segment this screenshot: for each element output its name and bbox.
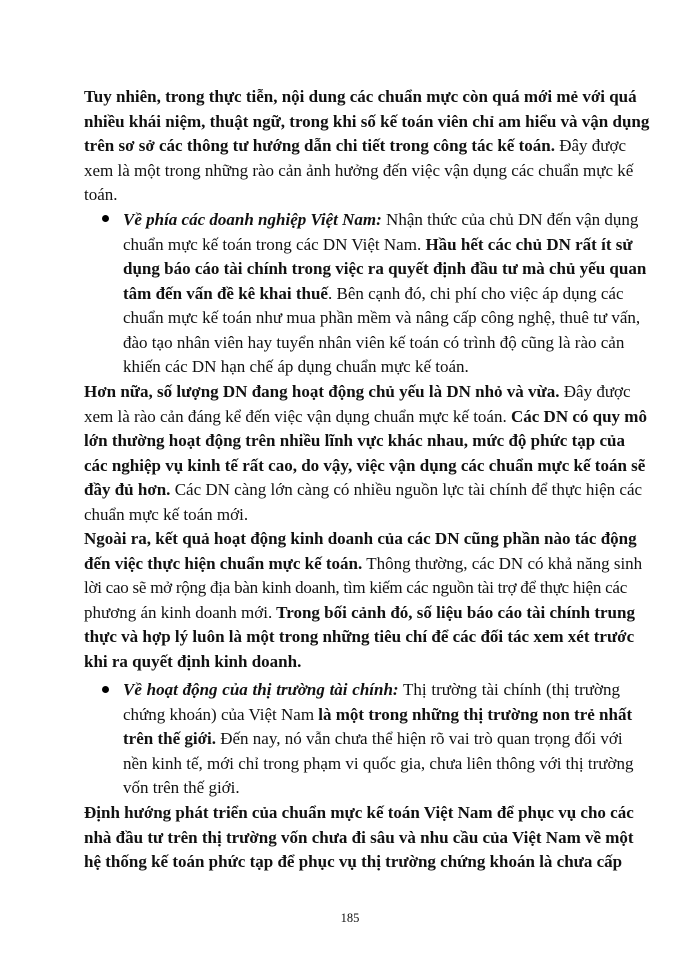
text-line: nhiều khái niệm, thuật ngữ, trong khi số kế toán viên chỉ am hiểu và vận dụng — [84, 111, 650, 131]
text-line: khiến các DN hạn chế áp dụng chuẩn mực kế toán. — [123, 357, 469, 376]
text-span: trên thế giới. — [123, 729, 216, 748]
text-span: trên sơ sở các thông tư hướng dẫn chi tiết trong công tác kế toán. — [84, 136, 555, 155]
text-line: thực và hợp lý luôn là một trong những tiêu chí để các đối tác xem xét trước — [84, 627, 635, 646]
text-line — [84, 134, 627, 159]
text-line — [84, 380, 631, 405]
text-span: chứng khoán) của Việt Nam — [123, 704, 315, 724]
text-span: đầy đủ hơn. — [84, 480, 171, 499]
text-span: đến việc thực hiện chuẩn mực kế toán. — [84, 553, 363, 573]
text-line — [123, 678, 620, 703]
text-line: toán. — [84, 185, 118, 204]
text-line: chuẩn mực kế toán như mua phần mềm và nâng cấp công nghệ, thuê tư vấn, — [123, 308, 641, 327]
text-span: phương án kinh doanh mới. — [84, 602, 273, 622]
text-line: Định hướng phát triển của chuẩn mực kế toán Việt Nam để phục vụ cho các — [84, 803, 634, 822]
text-line: chuẩn mực kế toán mới. — [84, 504, 249, 524]
text-span: Các DN có quy mô — [506, 406, 647, 426]
text-line: đào tạo nhân viên hay tuyển nhân viên kế toán có trình độ cũng là rào cản — [123, 332, 625, 352]
text-span: Đây được — [554, 136, 627, 155]
bullet-item-financial-market — [123, 678, 634, 801]
text-line: hệ thống kế toán phức tạp để phục vụ thị trường chứng khoán là chưa cấp — [84, 852, 623, 871]
page-number: 185 — [340, 911, 360, 925]
bullet-icon — [102, 686, 109, 693]
text-span: Thông thường, các DN có khả năng sinh — [362, 553, 643, 573]
text-line: Ngoài ra, kết quả hoạt động kinh doanh của các DN cũng phần nào tác động — [84, 529, 637, 548]
text-line: vốn trên thế giới. — [123, 778, 240, 797]
paragraph-3 — [84, 527, 643, 674]
text-line — [84, 478, 643, 503]
paragraph-2 — [84, 380, 647, 527]
bullet-item-businesses — [123, 208, 647, 380]
text-span: tâm đến vấn đề kê khai thuế — [123, 283, 328, 303]
bullet-heading: Về phía các doanh nghiệp Việt Nam: — [123, 210, 382, 229]
text-line: nền kinh tế, mới chỉ trong phạm vi quốc gia, chưa liên thông với thị trường — [123, 753, 634, 773]
paragraph-4 — [84, 801, 634, 875]
paragraph-1 — [84, 85, 650, 208]
text-line: lời cao sẽ mở rộng địa bàn kinh doanh, tìm kiếm các nguồn tài trợ để thực hiện các — [84, 578, 627, 597]
bullet-icon — [102, 215, 109, 222]
text-span: Hầu hết các chủ DN rất ít sử — [421, 234, 633, 254]
text-line — [84, 552, 643, 577]
text-line — [123, 727, 623, 752]
text-line: xem là một trong những rào cản ảnh hưởng đến việc vận dụng các chuẩn mực kế — [84, 160, 634, 180]
text-line: lớn thường hoạt động trên nhiều lĩnh vực khác nhau, mức độ phức tạp của — [84, 431, 625, 450]
text-span: Hơn nữa, số lượng DN đang hoạt động chủ yếu là DN nhỏ và vừa. — [84, 382, 560, 401]
text-line — [84, 601, 635, 626]
text-span: Đây được — [559, 382, 631, 401]
text-span: Nhận thức của chủ DN đến vận dụng — [381, 210, 639, 229]
text-span: Đến nay, nó vẫn chưa thể hiện rõ vai trò quan trọng đối với — [215, 729, 623, 748]
text-line — [123, 208, 639, 233]
text-line: nhà đầu tư trên thị trường vốn chưa đi sâu và nhu cầu của Việt Nam về một — [84, 827, 634, 847]
text-line — [123, 703, 633, 728]
text-line: Tuy nhiên, trong thực tiễn, nội dung các chuẩn mực còn quá mới mẻ với quá — [84, 87, 637, 106]
bullet-heading: Về hoạt động của thị trường tài chính: — [123, 680, 399, 699]
text-line: dụng báo cáo tài chính trong việc ra quyết định đầu tư mà chủ yếu quan — [123, 259, 647, 278]
text-line — [84, 405, 647, 430]
text-span: là một trong những thị trường non trẻ nhất — [314, 704, 633, 724]
text-span: Trong bối cảnh đó, số liệu báo cáo tài chính trung — [272, 602, 635, 622]
text-line — [123, 282, 624, 307]
text-span: Các DN càng lớn càng có nhiều nguồn lực tài chính để thực hiện các — [170, 480, 643, 499]
text-span: chuẩn mực kế toán trong các DN Việt Nam. — [123, 234, 422, 254]
text-span: xem là rào cản đáng kể đến việc vận dụng chuẩn mực kế toán. — [84, 406, 507, 426]
text-span: . Bên cạnh đó, chi phí cho việc áp dụng các — [327, 283, 624, 303]
text-line: các nghiệp vụ kinh tế rất cao, do vậy, việc vận dụng các chuẩn mực kế toán sẽ — [84, 455, 646, 475]
text-line — [123, 233, 633, 258]
text-line: khi ra quyết định kinh doanh. — [84, 651, 302, 671]
text-span: Thị trường tài chính (thị trường — [398, 680, 621, 699]
